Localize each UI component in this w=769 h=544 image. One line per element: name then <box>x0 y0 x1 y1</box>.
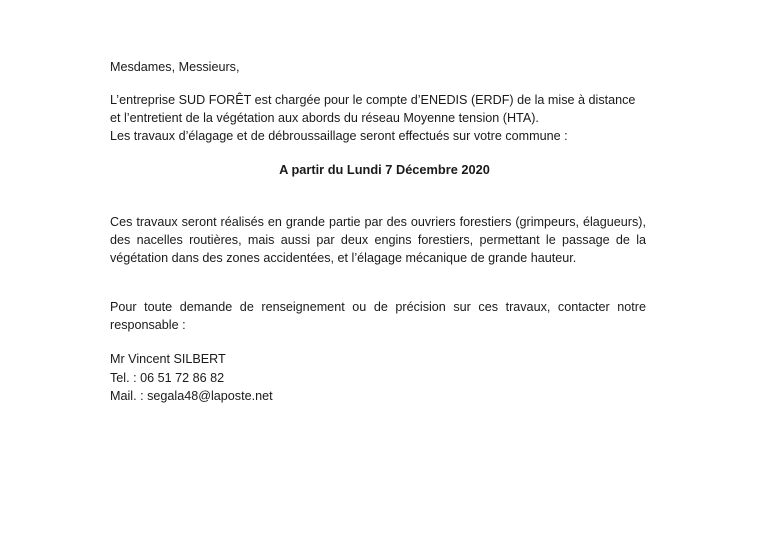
contact-name: Mr Vincent SILBERT <box>110 352 226 366</box>
contact-email[interactable]: Mail. : segala48@laposte.net <box>110 389 273 403</box>
intro-line-1: L’entreprise SUD FORÊT est chargée pour le compte d’ENEDIS (ERDF) de la mise à distance <box>110 93 636 107</box>
contact-paragraph: Pour toute demande de renseignement ou de précision sur ces travaux, contacter notre responsable : <box>110 300 646 333</box>
intro-line-3: Les travaux d’élagage et de débroussaillage seront effectués sur votre commune : <box>110 129 568 143</box>
contact-phone: Tel. : 06 51 72 86 82 <box>110 371 225 385</box>
works-paragraph: Ces travaux seront réalisés en grande partie par des ouvriers forestiers (grimpeurs, élagueurs), des nacelles routières, mais aussi par deux engins forestiers, permettant le passage de la végétation dans des zones accidentées, et l’élagage mécanique de grande hauteur. <box>110 215 646 266</box>
intro-line-2: et l’entretient de la végétation aux abords du réseau Moyenne tension (HTA). <box>110 111 539 125</box>
greeting: Mesdames, Messieurs, <box>110 60 240 74</box>
start-date-heading: A partir du Lundi 7 Décembre 2020 <box>279 162 490 177</box>
